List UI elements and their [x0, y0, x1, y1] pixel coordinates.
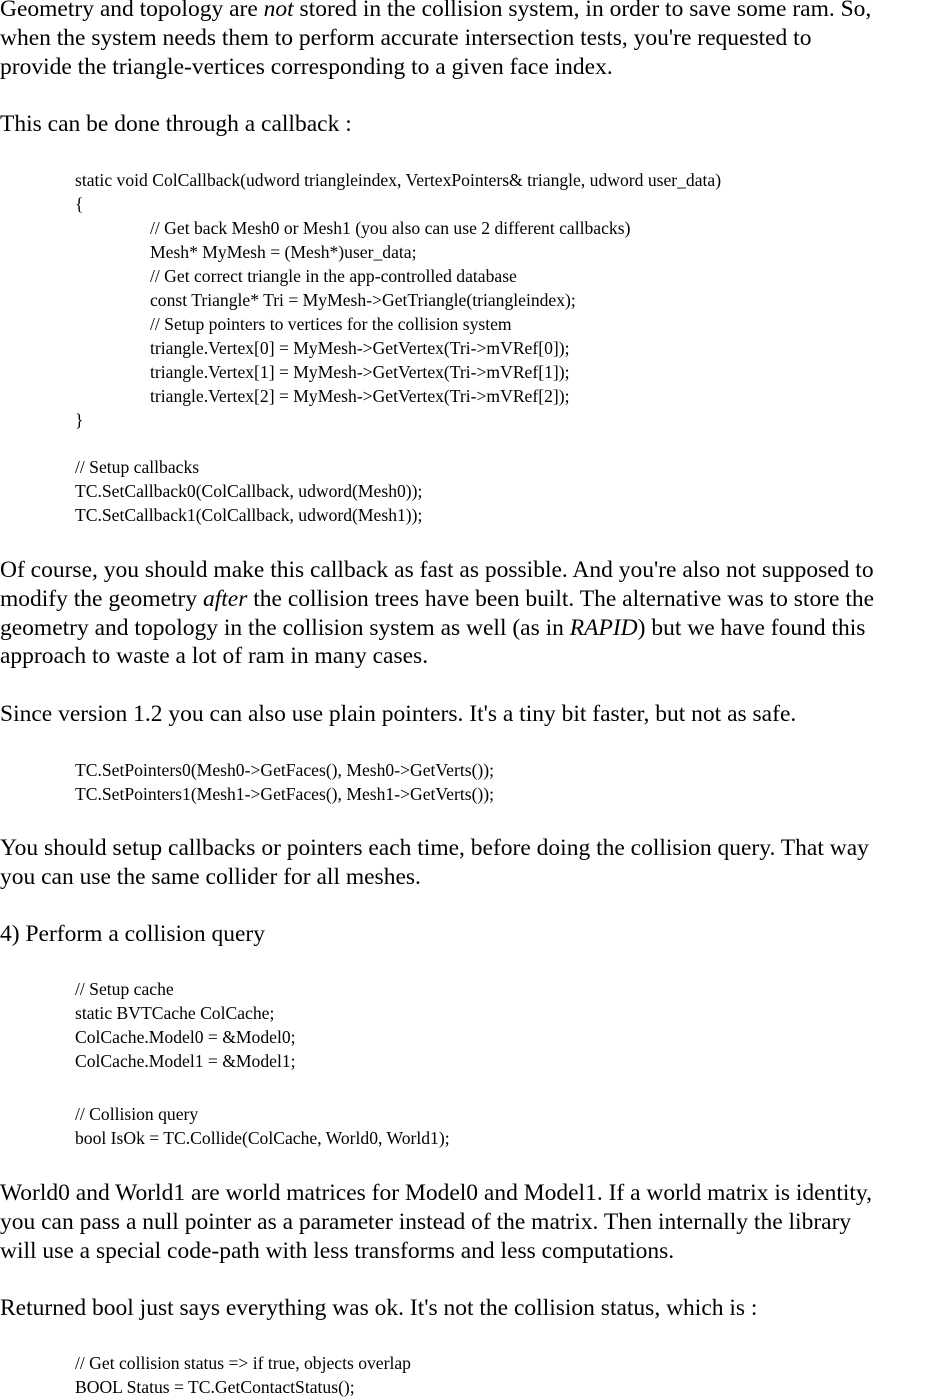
code-line: static void ColCallback(udword triangleindex, VertexPointers& triangle, udword user_data)	[75, 170, 722, 190]
code-line: triangle.Vertex[2] = MyMesh->GetVertex(Tri->mVRef[2]);	[150, 386, 570, 406]
code-block-pointers	[75, 758, 494, 806]
code-block-callback	[75, 168, 721, 432]
code-line: TC.SetPointers1(Mesh1->GetFaces(), Mesh1->GetVerts());	[75, 784, 495, 804]
text-line: modify the geometry after the collision trees have been built. The alternative was to store the	[0, 585, 875, 612]
code-line: BOOL Status = TC.GetContactStatus();	[75, 1377, 355, 1397]
text-line: provide the triangle-vertices corresponding to a given face index.	[0, 53, 613, 80]
text-line: World0 and World1 are world matrices for Model0 and Model1. If a world matrix is identity,	[0, 1180, 873, 1206]
code-line: // Get correct triangle in the app-controlled database	[150, 266, 517, 286]
text-line: approach to waste a lot of ram in many cases.	[0, 643, 429, 670]
code-line: // Get collision status => if true, objects overlap	[75, 1353, 411, 1373]
code-line: Mesh* MyMesh = (Mesh*)user_data;	[150, 242, 417, 262]
text-line: when the system needs them to perform accurate intersection tests, you're requested to	[0, 24, 812, 51]
text-line: you can pass a null pointer as a parameter instead of the matrix. Then internally the library	[0, 1208, 852, 1235]
code-block-setup-callbacks	[75, 455, 422, 527]
text-line: Geometry and topology are not stored in the collision system, in order to save some ram. So,	[0, 0, 872, 22]
text-line: Of course, you should make this callback as fast as possible. And you're also not supposed to	[0, 557, 874, 583]
paragraph-callback-performance	[0, 556, 930, 671]
paragraph-returned-bool: Returned bool just says everything was ok. It's not the collision status, which is :	[0, 1295, 758, 1321]
paragraph-plain-pointers: Since version 1.2 you can also use plain pointers. It's a tiny bit faster, but not as safe.	[0, 701, 797, 727]
code-block-cache	[75, 977, 296, 1073]
code-line: // Collision query	[75, 1104, 199, 1124]
code-block-status	[75, 1351, 411, 1399]
text-line: you can use the same collider for all meshes.	[0, 863, 421, 890]
code-line: TC.SetPointers0(Mesh0->GetFaces(), Mesh0->GetVerts());	[75, 760, 495, 780]
paragraph-callback-intro: This can be done through a callback :	[0, 111, 352, 137]
code-line: triangle.Vertex[0] = MyMesh->GetVertex(Tri->mVRef[0]);	[150, 338, 570, 358]
text-line: You should setup callbacks or pointers each time, before doing the collision query. That way	[0, 835, 869, 861]
code-line: // Setup pointers to vertices for the collision system	[150, 314, 512, 334]
code-line: }	[75, 410, 84, 430]
code-line: // Setup callbacks	[75, 457, 200, 477]
code-line: // Setup cache	[75, 979, 174, 999]
code-line: {	[75, 194, 84, 214]
code-block-query	[75, 1102, 450, 1150]
code-line: ColCache.Model1 = &Model1;	[75, 1051, 296, 1071]
code-line: TC.SetCallback0(ColCallback, udword(Mesh0));	[75, 481, 423, 501]
paragraph-geometry-topology	[0, 0, 930, 81]
code-line: TC.SetCallback1(ColCallback, udword(Mesh1));	[75, 505, 423, 525]
code-line: static BVTCache ColCache;	[75, 1003, 275, 1023]
code-line: const Triangle* Tri = MyMesh->GetTriangle(triangleindex);	[150, 290, 576, 310]
text-line: geometry and topology in the collision system as well (as in RAPID) but we have found this	[0, 614, 866, 641]
code-line: ColCache.Model0 = &Model0;	[75, 1027, 296, 1047]
section-heading-perform-query: 4) Perform a collision query	[0, 921, 265, 947]
code-line: triangle.Vertex[1] = MyMesh->GetVertex(Tri->mVRef[1]);	[150, 362, 570, 382]
paragraph-setup-each-time	[0, 834, 930, 892]
paragraph-world-matrices	[0, 1179, 930, 1265]
code-line: bool IsOk = TC.Collide(ColCache, World0, World1);	[75, 1128, 450, 1148]
code-line: // Get back Mesh0 or Mesh1 (you also can use 2 different callbacks)	[150, 218, 631, 238]
text-line: will use a special code-path with less transforms and less computations.	[0, 1237, 675, 1264]
